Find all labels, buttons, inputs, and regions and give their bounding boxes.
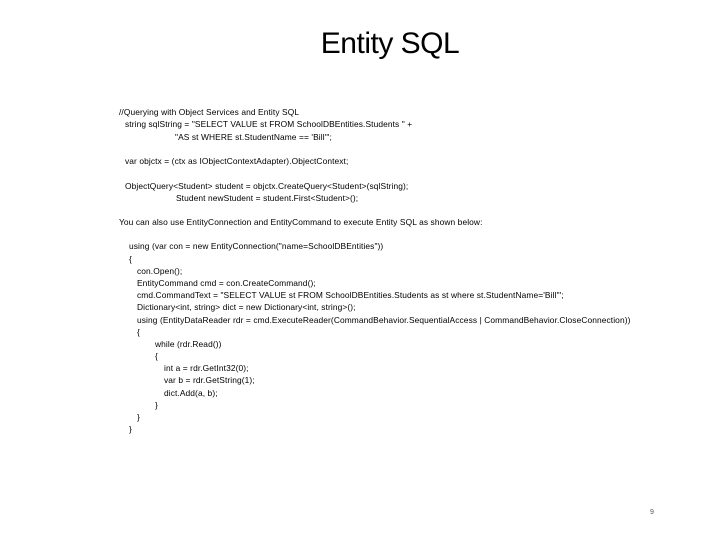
code-line: Dictionary<int, string> dict = new Dictionary<int, string>();: [137, 302, 356, 312]
intro-line: You can also use EntityConnection and EntityCommand to execute Entity SQL as shown below:: [119, 217, 483, 227]
code-line: using (EntityDataReader rdr = cmd.ExecuteReader(CommandBehavior.SequentialAccess | CommandBehavior.CloseConnection)): [137, 315, 631, 325]
code-line: con.Open();: [137, 266, 183, 276]
code-line: EntityCommand cmd = con.CreateCommand();: [137, 278, 316, 288]
code-line: string sqlString = "SELECT VALUE st FROM SchoolDBEntities.Students " +: [125, 119, 413, 129]
code-line: Student newStudent = student.First<Student>();: [176, 193, 359, 203]
code-line: while (rdr.Read()): [155, 339, 222, 349]
slide-title: Entity SQL: [320, 27, 460, 60]
code-line: //Querying with Object Services and Entity SQL: [119, 107, 300, 117]
code-line: var b = rdr.GetString(1);: [164, 375, 255, 385]
code-line: }: [129, 424, 132, 434]
code-line: {: [155, 351, 158, 361]
code-line: cmd.CommandText = "SELECT VALUE st FROM SchoolDBEntities.Students as st where st.StudentName='Bill'";: [137, 290, 564, 300]
code-line: dict.Add(a, b);: [164, 388, 218, 398]
code-line: }: [137, 412, 140, 422]
page-number: 9: [650, 509, 654, 516]
code-line: using (var con = new EntityConnection("name=SchoolDBEntities")): [129, 241, 384, 251]
code-line: {: [137, 327, 140, 337]
code-line: ObjectQuery<Student> student = objctx.CreateQuery<Student>(sqlString);: [125, 181, 409, 191]
code-line: "AS st WHERE st.StudentName == 'Bill'";: [175, 132, 332, 142]
code-line: var objctx = (ctx as IObjectContextAdapter).ObjectContext;: [125, 156, 349, 166]
code-line: }: [155, 400, 158, 410]
code-line: int a = rdr.GetInt32(0);: [164, 363, 249, 373]
code-line: {: [129, 254, 132, 264]
